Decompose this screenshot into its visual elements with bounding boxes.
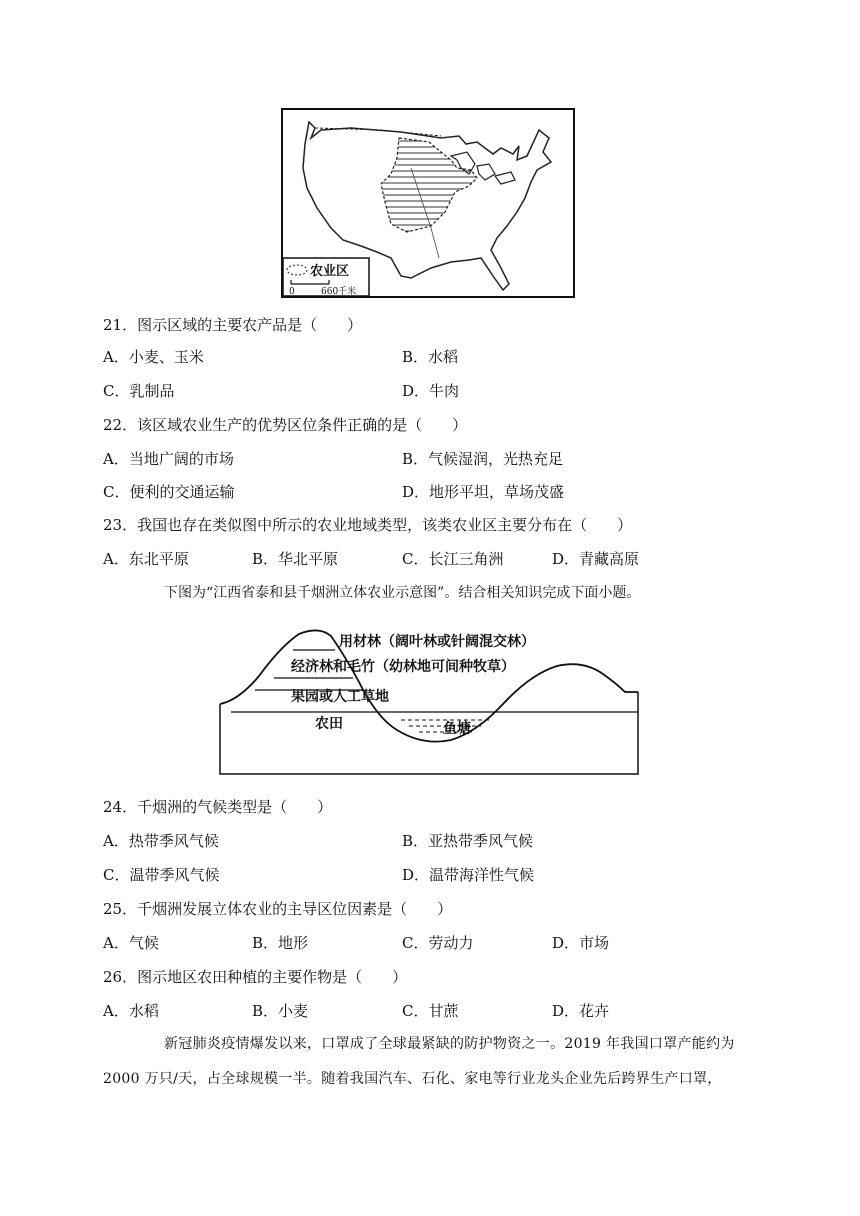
q22-option-d: D．地形平坦，草场茂盛 — [402, 483, 565, 501]
us-agriculture-map — [281, 108, 575, 298]
q25-option-b: B．地形 — [252, 934, 309, 952]
q22-option-a: A．当地广阔的市场 — [103, 450, 234, 468]
q26-option-b: B．小麦 — [252, 1002, 309, 1020]
q25-option-c: C．劳动力 — [402, 934, 474, 952]
q21-option-c: C．乳制品 — [103, 382, 175, 400]
q26-option-a: A．水稻 — [103, 1002, 159, 1020]
q24-option-c: C．温带季风气候 — [103, 866, 220, 884]
q21-option-b: B．水稻 — [402, 348, 459, 366]
q25-stem: 25．千烟洲发展立体农业的主导区位因素是（ ） — [103, 900, 453, 918]
scale-distance: 660千米 — [321, 287, 357, 297]
label-economic-forest: 经济林和毛竹（幼林地可间种牧草） — [291, 659, 515, 675]
section-intro: 下图为“江西省泰和县千烟洲立体农业示意图”。结合相关知识完成下面小题。 — [164, 585, 641, 601]
qianyanzhou-agriculture-diagram — [219, 626, 639, 776]
q22-option-b: B．气候湿润，光热充足 — [402, 450, 564, 468]
q26-stem: 26．图示地区农田种植的主要作物是（ ） — [103, 968, 408, 986]
q23-option-d: D．青藏高原 — [552, 550, 640, 568]
q23-option-c: C．长江三角洲 — [402, 550, 504, 568]
paragraph-line-1: 新冠肺炎疫情爆发以来，口罩成了全球最紧缺的防护物资之一。2019 年我国口罩产能约为 — [164, 1036, 735, 1052]
q24-option-d: D．温带海洋性气候 — [402, 866, 535, 884]
q26-option-d: D．花卉 — [552, 1002, 610, 1020]
paragraph-line-2: 2000 万只/天，占全球规模一半。随着我国汽车、石化、家电等行业龙头企业先后跨界生产口罩， — [103, 1071, 722, 1087]
q25-option-d: D．市场 — [552, 934, 610, 952]
q22-option-c: C．便利的交通运输 — [103, 483, 235, 501]
label-fish-pond: 鱼塘 — [443, 721, 471, 737]
label-timber-forest: 用材林（阔叶林或针阔混交林） — [339, 634, 535, 650]
q21-option-d: D．牛肉 — [402, 382, 460, 400]
q24-option-b: B．亚热带季风气候 — [402, 832, 534, 850]
q26-option-c: C．甘蔗 — [402, 1002, 459, 1020]
label-farmland: 农田 — [315, 716, 343, 732]
q21-option-a: A．小麦、玉米 — [103, 348, 204, 366]
q23-stem: 23．我国也存在类似图中所示的农业地域类型，该类农业区主要分布在（ ） — [103, 516, 633, 534]
q21-stem: 21．图示区域的主要农产品是（ ） — [103, 316, 363, 334]
q23-option-a: A．东北平原 — [103, 550, 189, 568]
q24-option-a: A．热带季风气候 — [103, 832, 219, 850]
q25-option-a: A．气候 — [103, 934, 159, 952]
label-orchard: 果园或人工草地 — [291, 689, 389, 705]
q23-option-b: B．华北平原 — [252, 550, 339, 568]
q24-stem: 24．千烟洲的气候类型是（ ） — [103, 798, 333, 816]
scale-zero: 0 — [289, 287, 295, 297]
legend-label: 农业区 — [310, 264, 350, 279]
q22-stem: 22．该区域农业生产的优势区位条件正确的是（ ） — [103, 416, 468, 434]
